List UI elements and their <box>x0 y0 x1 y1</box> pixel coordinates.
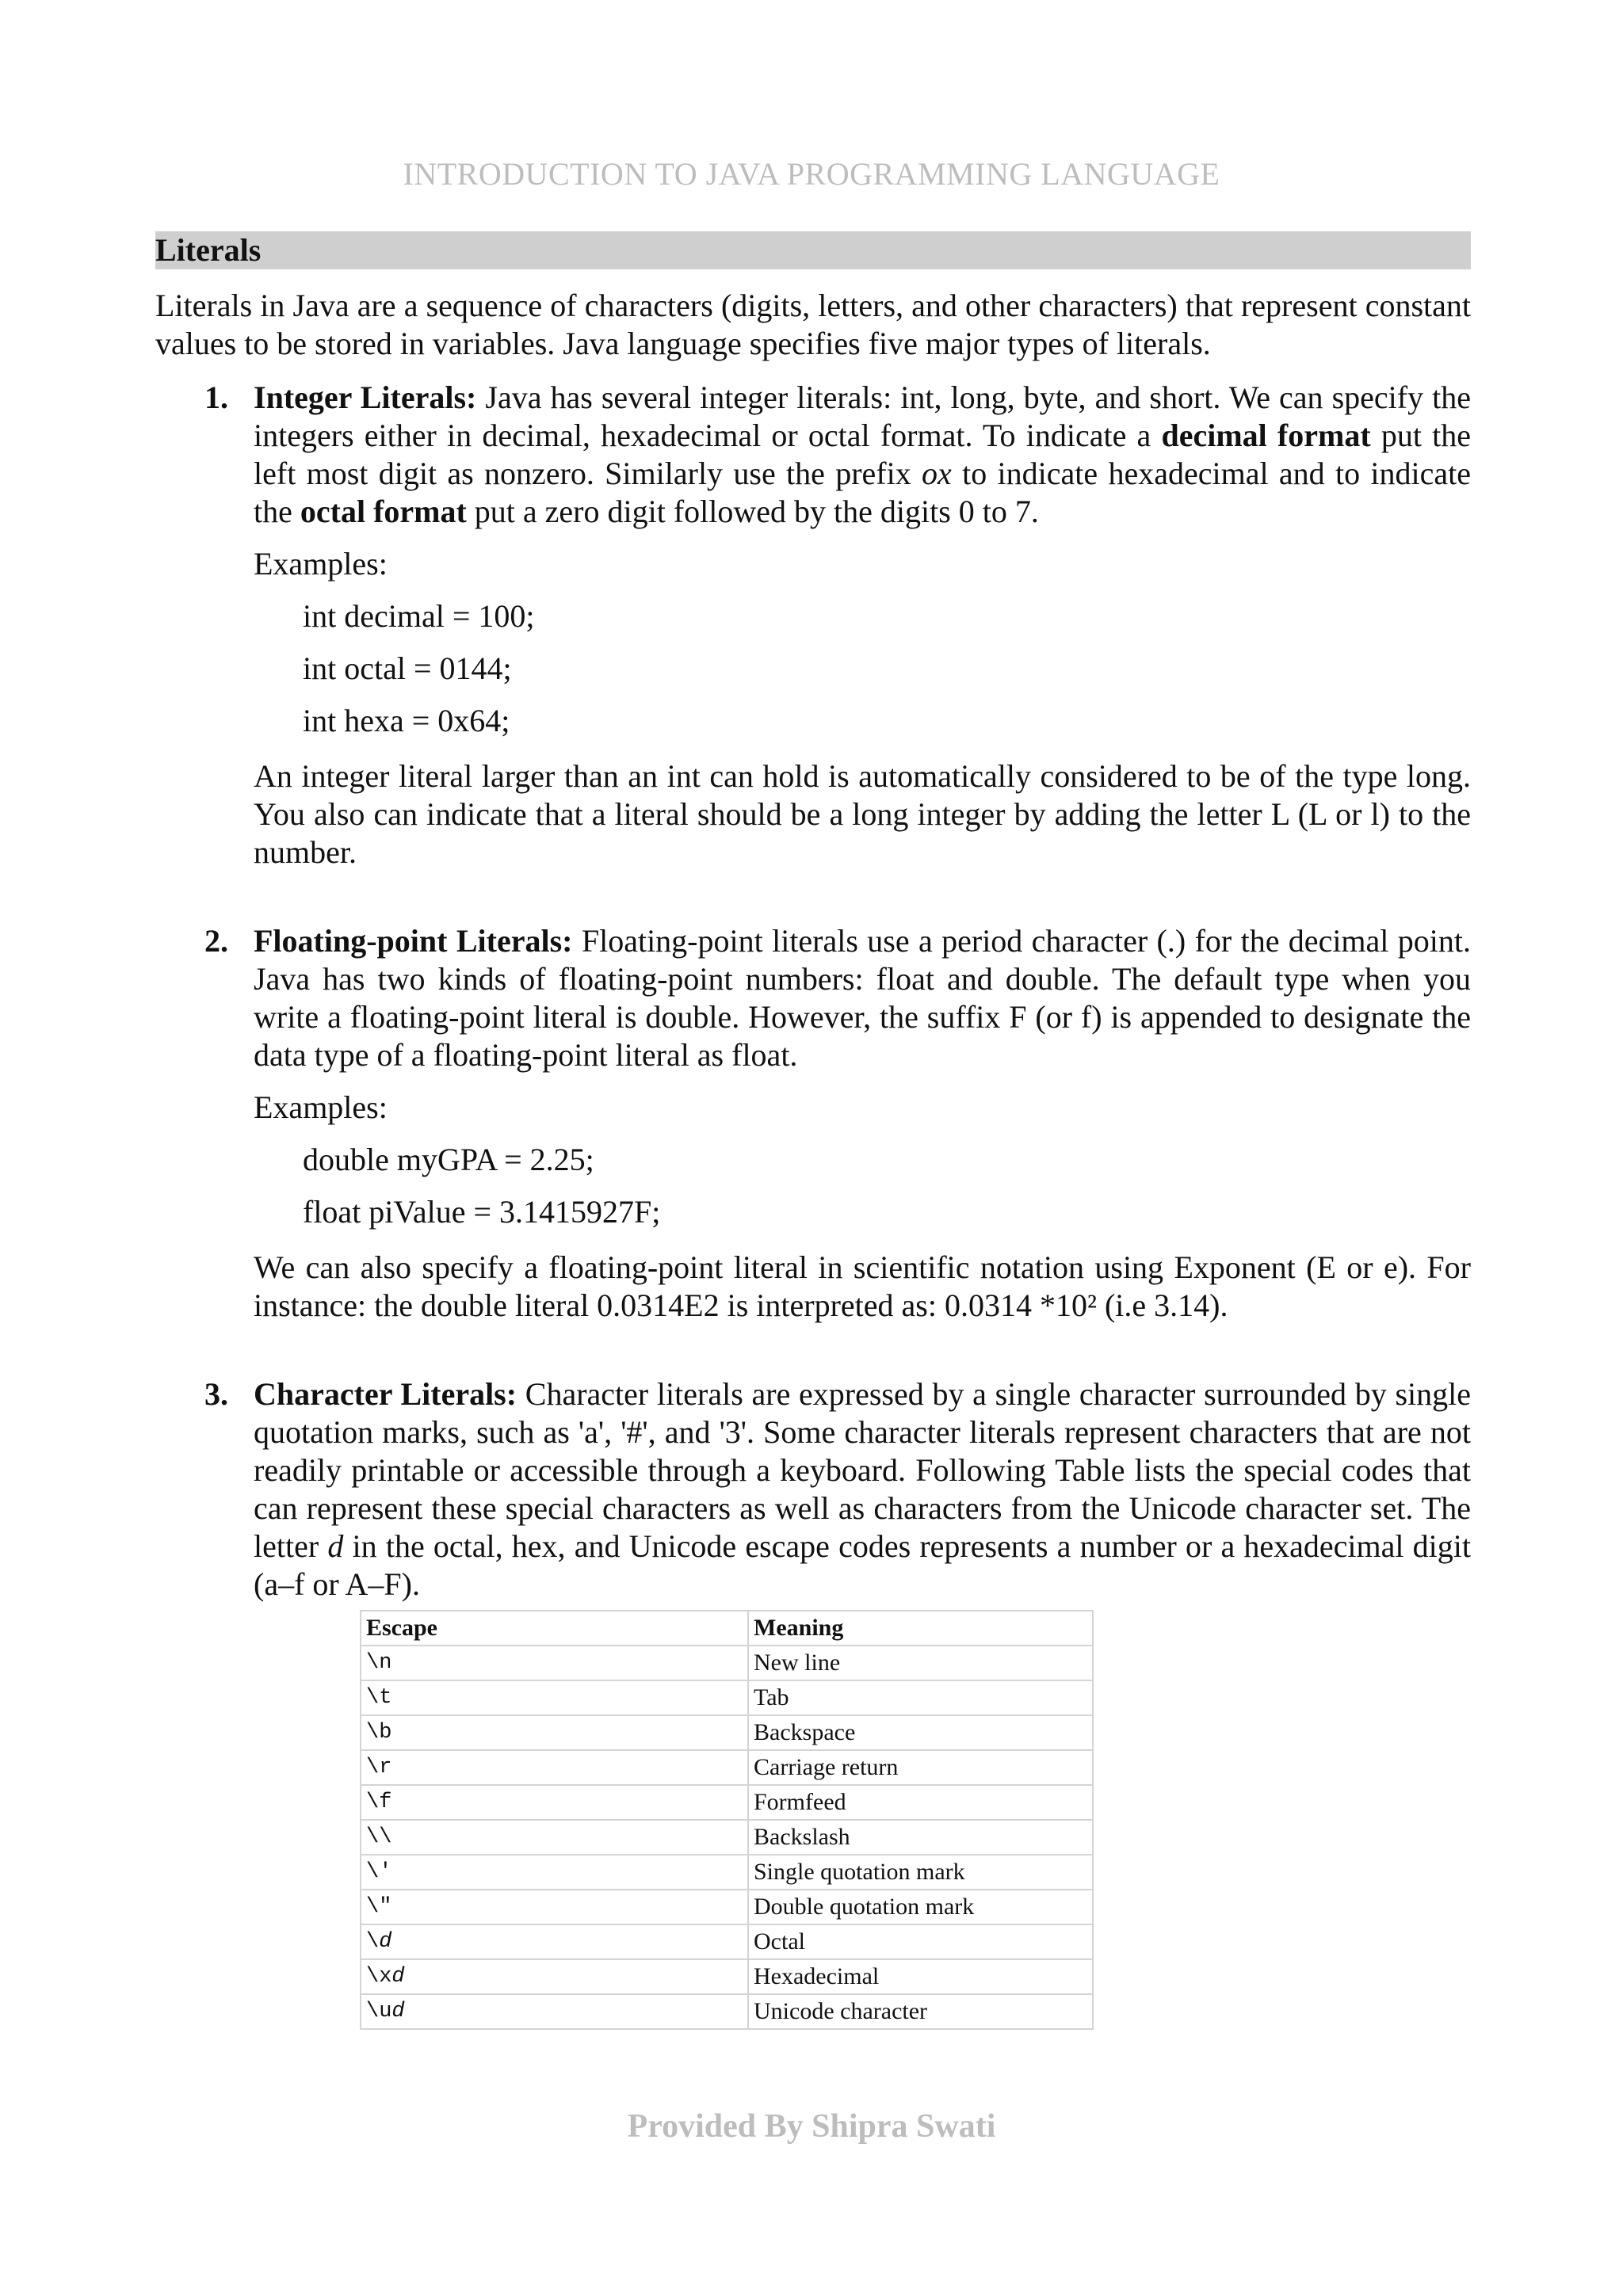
bold-term: decimal format <box>1161 418 1371 453</box>
integer-note-paragraph: An integer literal larger than an int can hold is automatically considered to be of the type long. You also can indicate that a literal should be a long integer by adding the letter L (L or l) to the number. <box>254 758 1471 870</box>
table-row <box>361 1924 1093 1959</box>
list-number-1: 1. <box>204 379 228 415</box>
item-text: Character literals are expressed by a single character surrounded by single quotation marks, such as 'a', '#', and '3'. Some character literals represent characters that are not readily printable or accessible through a keyboard. Following Table lists the special codes that can represent these special characters as well as characters from the Unicode character set. The letter <box>254 1376 1471 1564</box>
meaning-cell: Backspace <box>748 1715 1093 1750</box>
table-row <box>361 1750 1093 1785</box>
code-example: int decimal = 100; <box>303 598 535 634</box>
item-text: Java has several integer literals: int, long, byte, and short. We can specify the integers either in decimal, hexadecimal or octal format. To indicate a <box>254 379 1471 453</box>
meaning-cell: Carriage return <box>748 1750 1093 1785</box>
character-literals-paragraph <box>254 1375 1471 1604</box>
section-heading-bar <box>155 231 1471 269</box>
meaning-cell: Unicode character <box>748 1994 1093 2029</box>
meaning-cell: Formfeed <box>748 1785 1093 1820</box>
integer-literals-paragraph <box>254 379 1471 531</box>
meaning-cell: Single quotation mark <box>748 1855 1093 1890</box>
escape-cell: \n <box>361 1646 748 1680</box>
meaning-cell: Hexadecimal <box>748 1959 1093 1994</box>
italic-term: ox <box>922 456 952 491</box>
page-header: INTRODUCTION TO JAVA PROGRAMMING LANGUAGE <box>403 156 1220 192</box>
escape-cell: \' <box>361 1855 748 1890</box>
code-example: float piValue = 3.1415927F; <box>303 1194 661 1230</box>
code-example: double myGPA = 2.25; <box>303 1142 594 1177</box>
meaning-cell: Backslash <box>748 1820 1093 1855</box>
table-row <box>361 1994 1093 2029</box>
escape-cell: \" <box>361 1890 748 1924</box>
escape-prefix: \x <box>366 1965 392 1989</box>
section-title: Literals <box>155 232 262 268</box>
escape-codes-table <box>360 1610 1094 2030</box>
table-row <box>361 1785 1093 1820</box>
escape-variable: d <box>391 1965 405 1989</box>
escape-cell <box>361 1924 748 1959</box>
column-header-meaning: Meaning <box>748 1611 1093 1646</box>
escape-variable: d <box>379 1930 392 1954</box>
item-label: Floating-point Literals: <box>254 923 573 959</box>
meaning-cell: New line <box>748 1646 1093 1680</box>
examples-label: Examples: <box>254 546 388 582</box>
floating-point-note-paragraph: We can also specify a floating-point literal in scientific notation using Exponent (E or e). For instance: the double literal 0.0314E2 is interpreted as: 0.0314 *10² (i.e 3.14). <box>254 1249 1471 1323</box>
escape-variable: d <box>391 2000 405 2023</box>
item-label: Character Literals: <box>254 1376 517 1412</box>
table-row <box>361 1855 1093 1890</box>
code-example: int octal = 0144; <box>303 650 512 686</box>
item-text: put a zero digit followed by the digits 0 to 7. <box>466 494 1039 529</box>
table-row <box>361 1820 1093 1855</box>
table-row <box>361 1646 1093 1680</box>
item-label: Integer Literals: <box>254 379 477 415</box>
table-row <box>361 1959 1093 1994</box>
bold-term: octal format <box>300 494 467 529</box>
escape-cell: \t <box>361 1680 748 1715</box>
escape-prefix: \u <box>366 2000 392 2023</box>
code-example: int hexa = 0x64; <box>303 703 510 738</box>
escape-cell: \b <box>361 1715 748 1750</box>
table-row <box>361 1890 1093 1924</box>
item-text: to indicate hexadecimal and to indicate the <box>254 456 1471 529</box>
item-text: Floating-point literals use a period character (.) for the decimal point. Java has two kinds of floating-point numbers: float and double. The default type when you write a floating-point literal is double. However, the suffix F (or f) is appended to designate the data type of a floating-point literal as float. <box>254 923 1472 1073</box>
item-text: put the left most digit as nonzero. Similarly use the prefix <box>254 418 1472 491</box>
list-number-2: 2. <box>204 923 228 959</box>
italic-term: d <box>327 1528 344 1564</box>
examples-label: Examples: <box>254 1089 388 1125</box>
escape-cell: \f <box>361 1785 748 1820</box>
table-row <box>361 1680 1093 1715</box>
escape-cell <box>361 1994 748 2029</box>
escape-prefix: \ <box>366 1930 380 1954</box>
column-header-escape: Escape <box>361 1611 748 1646</box>
list-number-3: 3. <box>204 1376 228 1412</box>
escape-cell: \r <box>361 1750 748 1785</box>
item-text: in the octal, hex, and Unicode escape codes represents a number or a hexadecimal digit (a–f or A–F). <box>254 1528 1472 1602</box>
meaning-cell: Octal <box>748 1924 1093 1959</box>
table-header-row <box>361 1611 1093 1646</box>
page-footer: Provided By Shipra Swati <box>627 2108 996 2145</box>
intro-paragraph: Literals in Java are a sequence of characters (digits, letters, and other characters) that represent constant values to be stored in variables. Java language specifies five major types of literals. <box>155 288 1471 361</box>
escape-cell: \\ <box>361 1820 748 1855</box>
meaning-cell: Double quotation mark <box>748 1890 1093 1924</box>
floating-point-literals-paragraph <box>254 922 1471 1074</box>
table-row <box>361 1715 1093 1750</box>
meaning-cell: Tab <box>748 1680 1093 1715</box>
escape-cell <box>361 1959 748 1994</box>
